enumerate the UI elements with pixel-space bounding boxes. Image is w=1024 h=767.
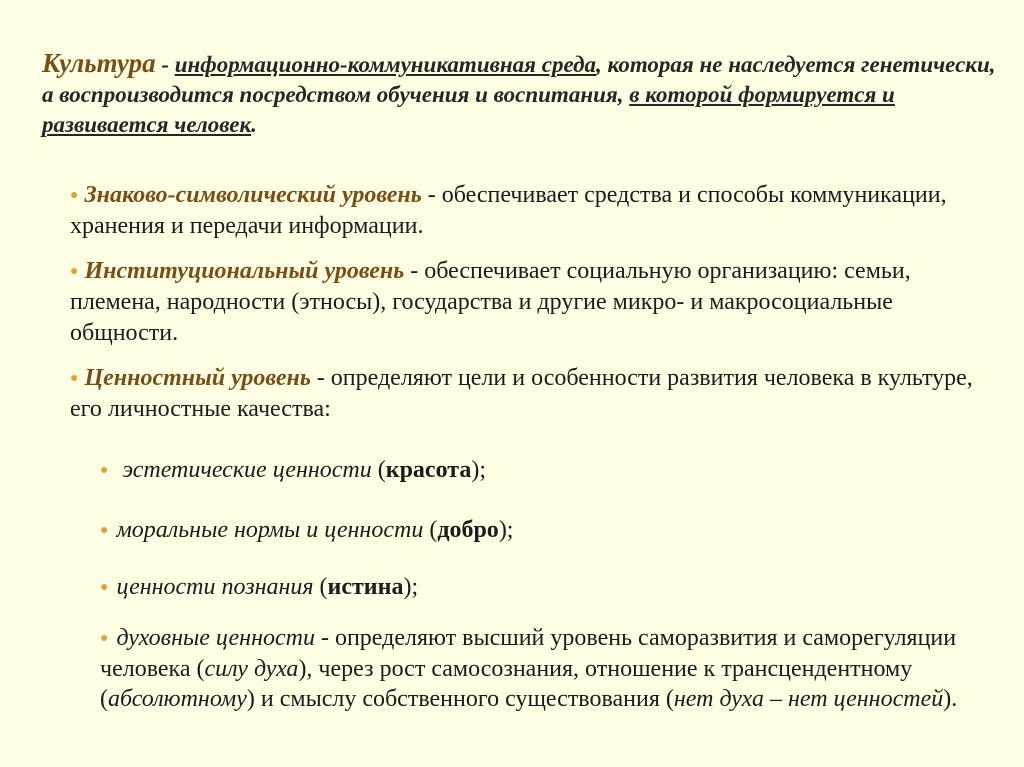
value-name: эстетические ценности (116, 457, 372, 483)
bullet-icon: ● (100, 463, 109, 478)
paren-close: ); (471, 457, 487, 483)
bullet-icon: ● (100, 580, 109, 595)
bullet-icon: ● (70, 264, 79, 279)
definition-end: . (251, 112, 257, 137)
spiritual-italic-3: нет духа – нет ценностей (673, 686, 944, 712)
spiritual-text-3: ) и смыслу собственного существования ( (246, 686, 674, 712)
value-name: моральные нормы и ценности (116, 517, 424, 543)
value-key: красота (385, 457, 472, 483)
definition-underlined-1: информационно-коммуникативная среда (174, 52, 597, 77)
value-key: истина (327, 574, 404, 600)
levels-list (70, 180, 1000, 439)
level-text: - обеспечивает средства и способы коммуникации, хранения и передачи информации. (70, 182, 947, 239)
value-item-moral (100, 515, 1000, 546)
spiritual-italic-1: силу духа (204, 656, 299, 682)
bullet-icon: ● (100, 631, 109, 646)
value-key: добро (437, 517, 499, 543)
level-item-institutional (70, 256, 1000, 349)
level-term: Институциональный уровень (84, 258, 405, 284)
level-term: Знаково-символический уровень (84, 182, 422, 208)
bullet-icon: ● (70, 188, 79, 203)
value-item-cognition (100, 572, 1000, 603)
spiritual-text-2: ), через рост самосознания, отношение к трансцендентному ( (100, 656, 913, 712)
spiritual-italic-2: абсолютному (108, 686, 247, 712)
paren-open: ( (423, 517, 438, 543)
value-name: ценности познания (116, 574, 314, 600)
level-item-semiotic (70, 180, 1000, 242)
bullet-icon: ● (70, 371, 79, 386)
definition-text: , которая не наследуется генетически, а воспроизводится посредством обучения и воспитания, (42, 52, 996, 107)
value-item-spiritual (100, 623, 980, 714)
value-name: духовные ценности (116, 625, 315, 651)
definition-dash: - (155, 52, 175, 77)
definition-term: Культура (42, 48, 156, 78)
paren-open: ( (371, 457, 386, 483)
level-item-values (70, 363, 1000, 425)
paren-open: ( (313, 574, 328, 600)
paren-close: ); (403, 574, 419, 600)
level-text: - определяют цели и особенности развития человека в культуре, его личностные качества: (70, 365, 973, 422)
spiritual-text-1: - определяют высший уровень саморазвития и саморегуляции человека ( (100, 625, 957, 682)
spiritual-text-4: ). (943, 686, 958, 712)
level-text: - обеспечивает социальную организацию: семьи, племена, народности (этносы), государства и другие микро- и макросоциальные общности. (70, 258, 911, 346)
definition-paragraph (42, 48, 1002, 140)
value-item-aesthetic (100, 455, 1000, 486)
bullet-icon: ● (100, 523, 109, 538)
definition-underlined-2: в которой формируется и развивается человек (42, 82, 895, 137)
paren-close: ); (498, 517, 514, 543)
level-term: Ценностный уровень (84, 365, 311, 391)
